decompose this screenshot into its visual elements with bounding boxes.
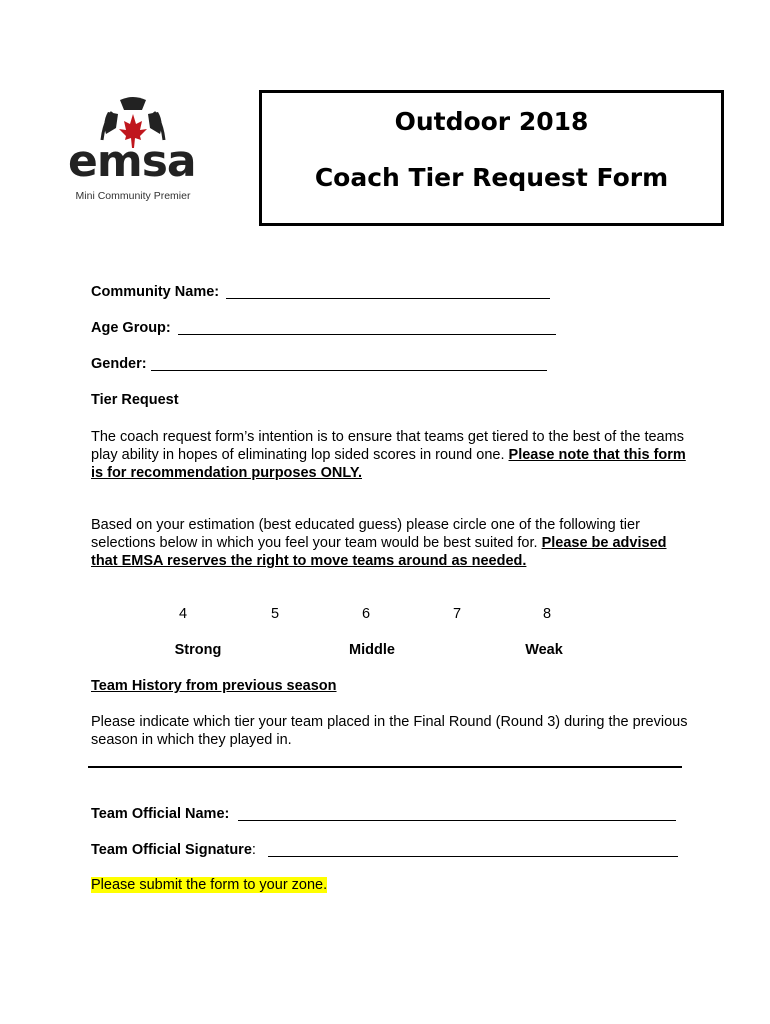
tier-request-intro	[91, 428, 691, 482]
tier-option-5[interactable]: 5	[270, 606, 280, 622]
intro-note: Please note that this form is for recommendation purposes ONLY.	[91, 447, 686, 481]
tier-option-8[interactable]: 8	[542, 606, 552, 622]
community-name-line[interactable]	[226, 298, 550, 299]
tier-option-6[interactable]: 6	[361, 606, 371, 622]
tier-option-4[interactable]: 4	[178, 606, 188, 622]
age-group-line[interactable]	[178, 334, 556, 335]
gender-label: Gender:	[91, 356, 147, 372]
team-official-name-line[interactable]	[238, 820, 676, 821]
team-official-name-label: Team Official Name:	[91, 806, 230, 822]
tier-label-middle: Middle	[349, 642, 395, 658]
community-name-label: Community Name:	[91, 284, 220, 300]
form-title-year: Outdoor 2018	[394, 107, 589, 136]
tier-request-heading: Tier Request	[91, 392, 179, 408]
signature-label-text: Team Official Signature	[91, 842, 252, 858]
form-title: Coach Tier Request Form	[314, 163, 669, 192]
estimation-note: Please be advised that EMSA reserves the right to move teams around as needed.	[91, 535, 667, 569]
title-box	[259, 90, 724, 226]
intro-text: The coach request form’s intention is to ensure that teams get tiered to the best of the teams play ability in hopes of eliminating lop sided scores in round one.	[91, 429, 684, 463]
submit-note-text: Please submit the form to your zone.	[91, 877, 328, 893]
team-official-signature-label	[91, 842, 256, 858]
signature-colon: :	[251, 842, 256, 858]
team-history-heading: Team History from previous season	[91, 678, 337, 694]
logo-subtitle: Mini Community Premier	[75, 190, 191, 202]
tier-label-weak: Weak	[525, 642, 563, 658]
history-answer-line[interactable]	[88, 766, 682, 768]
logo-wordmark: emsa	[68, 136, 196, 187]
tier-option-7[interactable]: 7	[452, 606, 462, 622]
gender-line[interactable]	[151, 370, 547, 371]
age-group-label: Age Group:	[91, 320, 171, 336]
emsa-logo	[68, 92, 198, 212]
tier-label-strong: Strong	[174, 642, 222, 658]
estimation-text: Based on your estimation (best educated guess) please circle one of the following tier selections below in which you feel your team would be best suited for.	[91, 517, 640, 551]
tier-estimation-paragraph	[91, 516, 691, 570]
team-history-text: Please indicate which tier your team placed in the Final Round (Round 3) during the previous season in which they played in.	[91, 714, 688, 748]
submit-note	[91, 877, 327, 893]
team-official-signature-line[interactable]	[268, 856, 678, 857]
